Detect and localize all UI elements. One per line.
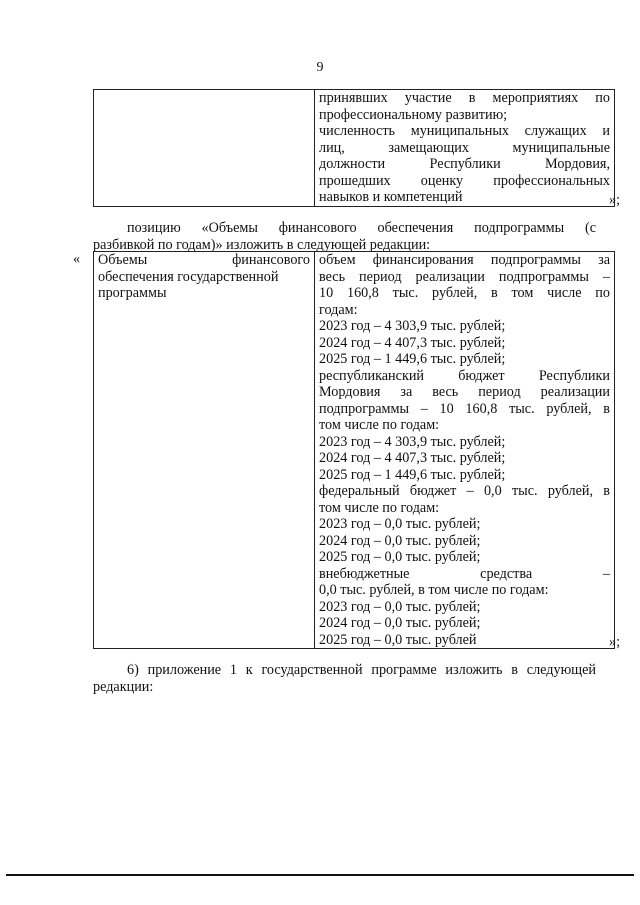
open-quote: « (73, 251, 81, 267)
funding-line: весь период реализации подпрограммы – (319, 268, 610, 285)
funding-line: том числе по годам: (319, 499, 440, 516)
close-quote: »; (609, 634, 621, 650)
funding-line: 2024 год – 0,0 тыс. рублей; (319, 532, 481, 549)
table-top-line: навыков и компетенций (319, 189, 463, 205)
close-quote: »; (609, 192, 621, 208)
funding-label-line: обеспечения государственной (98, 268, 279, 285)
funding-line: подпрограммы – 10 160,8 тыс. рублей, в (319, 400, 610, 417)
funding-value-cell (315, 252, 615, 649)
table-top-line: лиц, замещающих муниципальные (319, 139, 610, 156)
table-top-line: прошедших оценку профессиональных (319, 172, 610, 189)
footer-divider (6, 874, 634, 876)
funding-line: 2025 год – 0,0 тыс. рублей (319, 631, 477, 648)
table-top-left-cell (94, 90, 315, 207)
paragraph-line: разбивкой по годам)» изложить в следующей редакции: (93, 237, 431, 253)
page-number: 9 (316, 60, 324, 75)
funding-line: 2024 год – 0,0 тыс. рублей; (319, 615, 481, 631)
funding-line: 2024 год – 4 407,3 тыс. рублей; (319, 334, 506, 351)
table-top-line: профессиональному развитию; (319, 106, 508, 123)
funding-label-line: Объемы финансового (98, 252, 310, 268)
funding-line: 2023 год – 4 303,9 тыс. рублей; (319, 433, 506, 450)
paragraph-line: позицию «Объемы финансового обеспечения подпрограммы (с (127, 220, 596, 236)
paragraph-appendix (93, 662, 596, 696)
table-top-right-cell (315, 90, 615, 207)
funding-line: 2025 год – 1 449,6 тыс. рублей; (319, 351, 506, 367)
table-top-line: принявших участие в мероприятиях по (319, 90, 610, 106)
paragraph-line: редакции: (93, 679, 154, 695)
funding-line: 2025 год – 1 449,6 тыс. рублей; (319, 466, 506, 483)
funding-line: 0,0 тыс. рублей, в том числе по годам: (319, 582, 549, 598)
funding-line: республиканский бюджет Республики (319, 367, 610, 384)
funding-line: 2023 год – 0,0 тыс. рублей; (319, 516, 481, 532)
funding-line: 10 160,8 тыс. рублей, в том числе по (319, 285, 610, 301)
table-top-continuation (93, 89, 615, 207)
funding-line: Мордовия за весь период реализации (319, 384, 610, 400)
paragraph-position (93, 220, 596, 254)
table-top-line: численность муниципальных служащих и (319, 123, 610, 139)
funding-line: 2023 год – 0,0 тыс. рублей; (319, 598, 481, 615)
funding-label-line: программы (98, 285, 167, 301)
funding-label-cell (94, 252, 315, 649)
funding-line: объем финансирования подпрограммы за (319, 252, 610, 268)
funding-line: федеральный бюджет – 0,0 тыс. рублей, в (319, 483, 610, 499)
funding-line: 2024 год – 4 407,3 тыс. рублей; (319, 450, 506, 466)
funding-line: том числе по годам: (319, 417, 440, 433)
funding-line: внебюджетные средства – (319, 565, 610, 582)
table-top-line: должности Республики Мордовия, (319, 156, 610, 172)
table-funding (93, 251, 615, 649)
funding-line: годам: (319, 301, 358, 318)
paragraph-line: 6) приложение 1 к государственной программе изложить в следующей (127, 662, 596, 678)
funding-line: 2023 год – 4 303,9 тыс. рублей; (319, 318, 506, 334)
funding-line: 2025 год – 0,0 тыс. рублей; (319, 549, 481, 565)
